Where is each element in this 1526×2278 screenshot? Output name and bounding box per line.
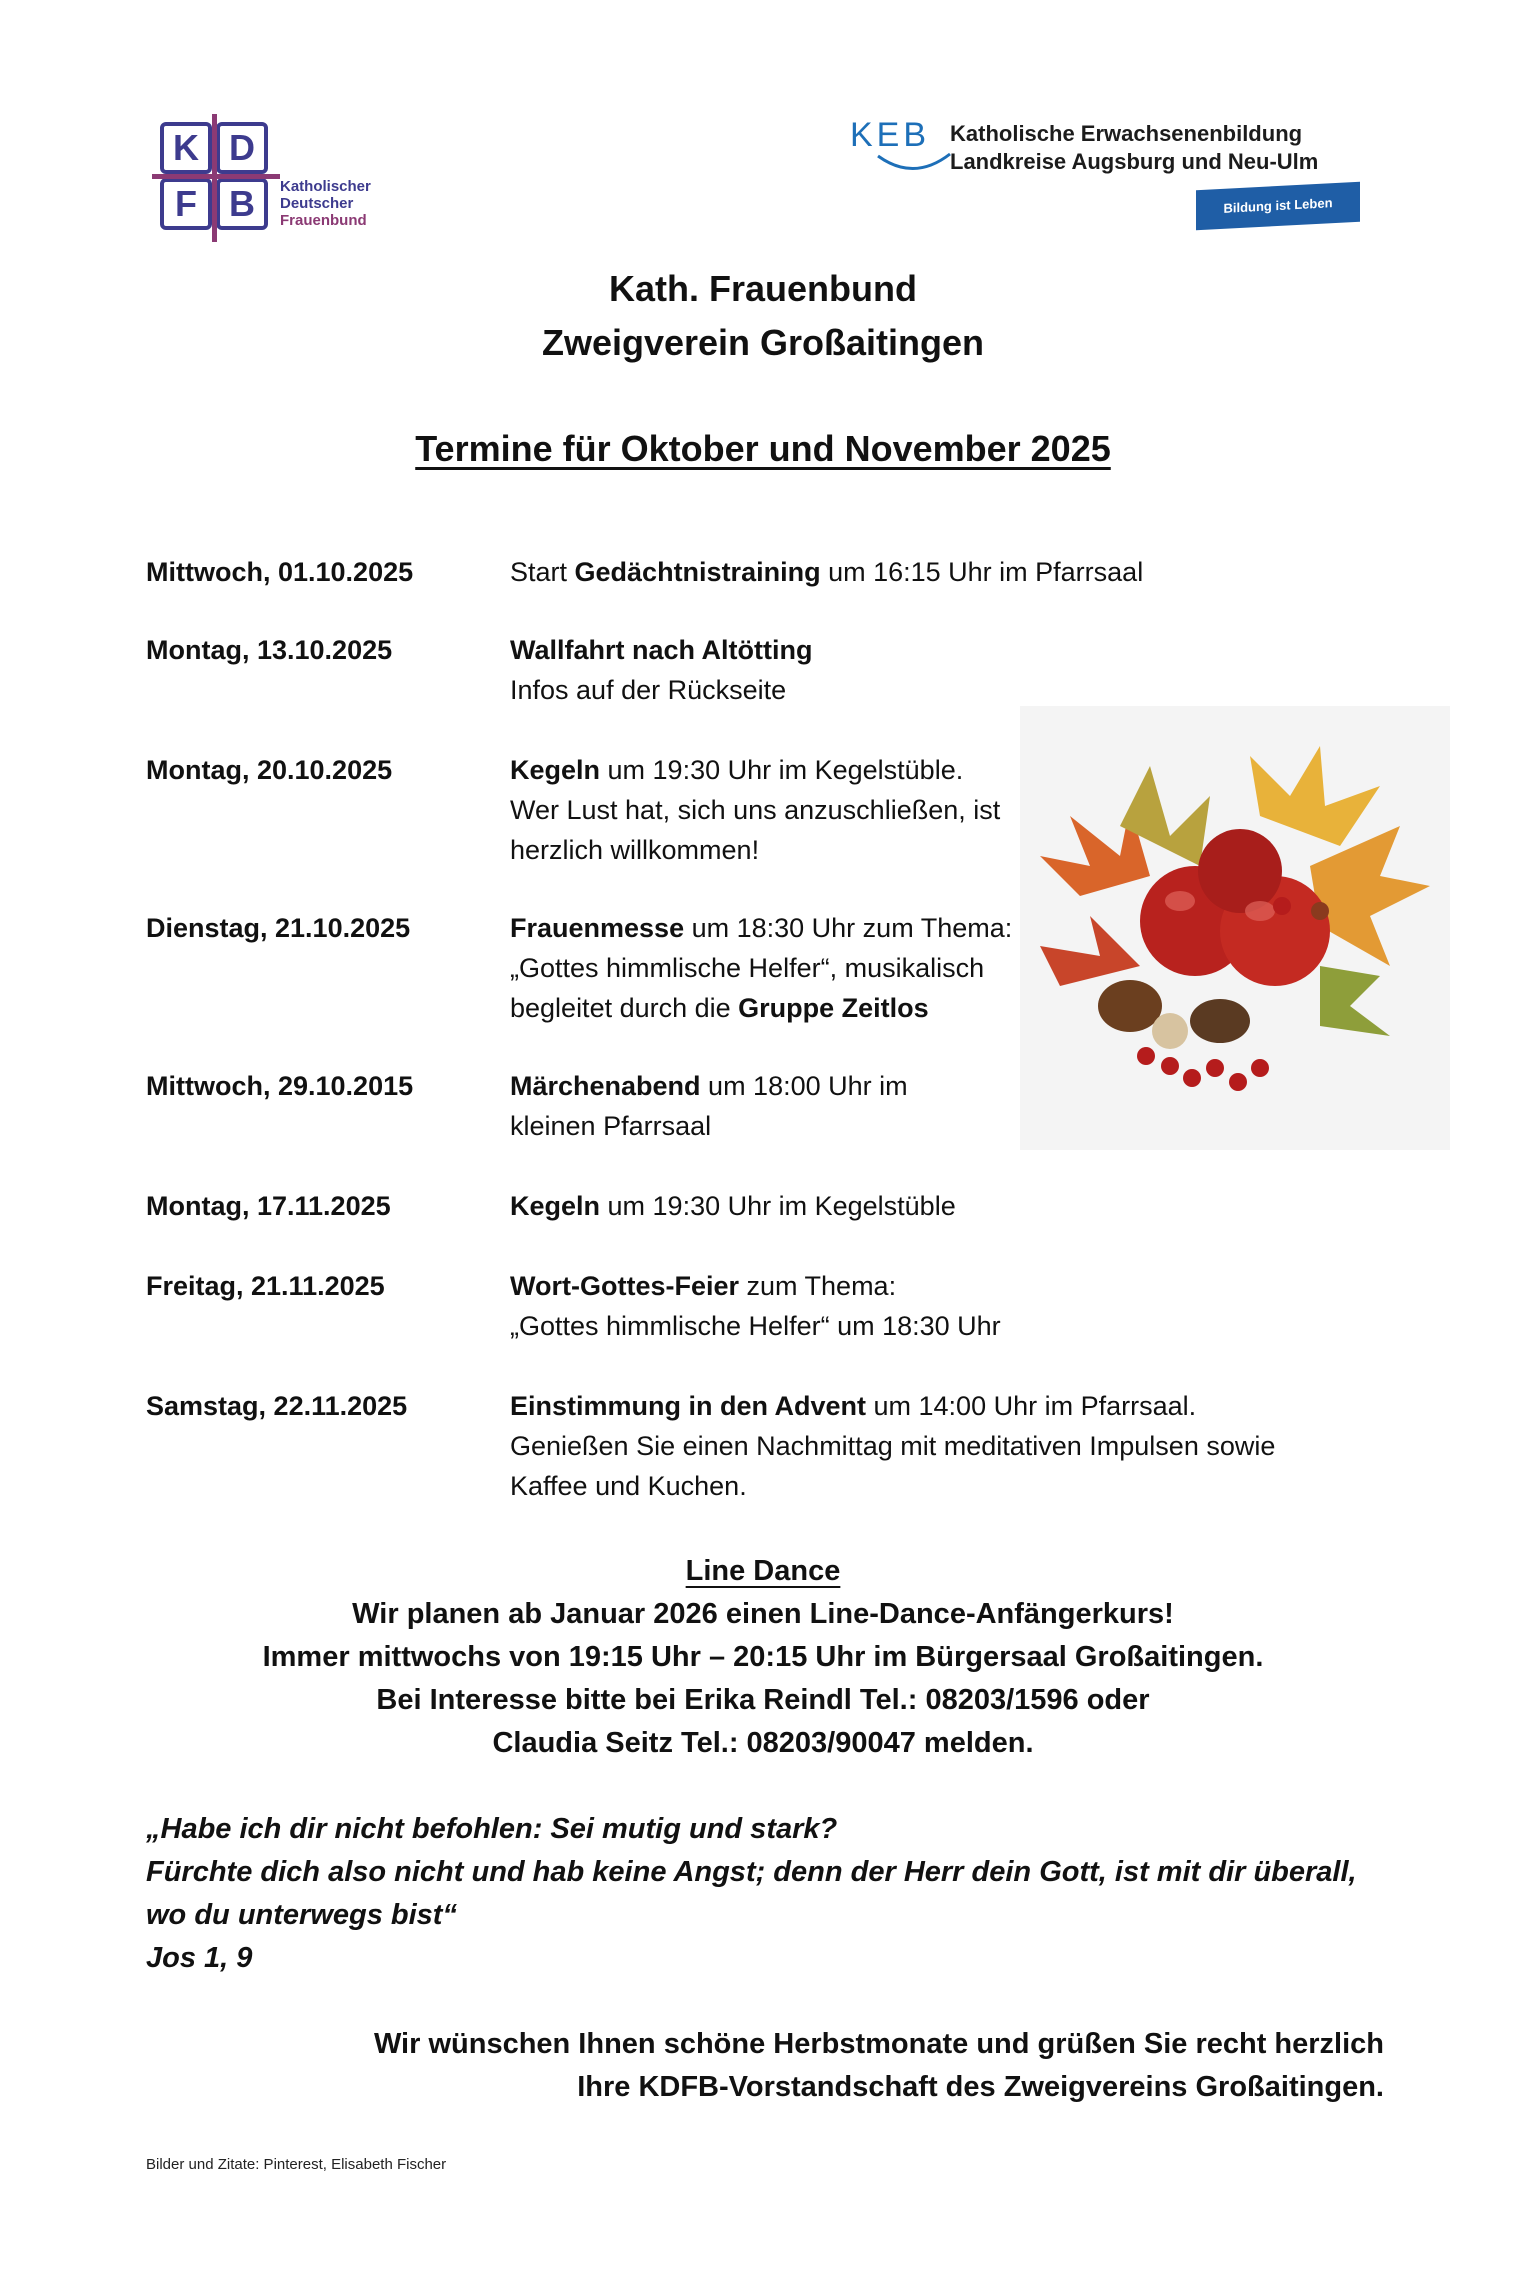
kdfb-wordmark bbox=[280, 178, 371, 229]
apple-highlight bbox=[1165, 891, 1195, 911]
linedance-line: Wir planen ab Januar 2026 einen Line-Dance-Anfängerkurs! bbox=[352, 1598, 1174, 1630]
kdfb-letter-grid bbox=[160, 122, 272, 234]
closing-line: Wir wünschen Ihnen schöne Herbstmonate und grüßen Sie recht herzlich bbox=[373, 2028, 1384, 2060]
kdfb-line-3: Frauenbund bbox=[280, 212, 367, 229]
berry-icon bbox=[1161, 1057, 1179, 1075]
page-title: Kath. Frauenbund bbox=[609, 268, 917, 309]
event-row bbox=[146, 1386, 1346, 1506]
bible-quote-line: Fürchte dich also nicht und hab keine Angst; denn der Herr dein Gott, ist mit dir überall, bbox=[146, 1856, 1357, 1888]
apple-highlight bbox=[1245, 901, 1275, 921]
keb-line-1: Katholische Erwachsenenbildung bbox=[950, 121, 1303, 146]
event-row bbox=[146, 630, 1346, 710]
image-credits: Bilder und Zitate: Pinterest, Elisabeth Fischer bbox=[146, 2156, 447, 2173]
keb-swoosh-icon bbox=[876, 152, 952, 176]
kdfb-line-1: Katholischer bbox=[280, 178, 371, 195]
event-title: Wallfahrt nach Altötting bbox=[510, 635, 813, 665]
keb-badge: Bildung ist Leben bbox=[1196, 182, 1360, 231]
event-detail-line: Genießen Sie einen Nachmittag mit meditativen Impulsen sowie bbox=[510, 1431, 1276, 1461]
berry-icon bbox=[1183, 1069, 1201, 1087]
event-detail-line: kleinen Pfarrsaal bbox=[510, 1111, 712, 1141]
event-detail: zum Thema: bbox=[739, 1271, 897, 1301]
keb-mark: KEB bbox=[850, 116, 931, 154]
event-date: Montag, 17.11.2025 bbox=[146, 1191, 391, 1221]
event-date: Mittwoch, 01.10.2025 bbox=[146, 557, 414, 587]
event-title: Gedächtnistraining bbox=[574, 557, 821, 587]
linedance-heading: Line Dance bbox=[685, 1555, 841, 1587]
berry-icon bbox=[1137, 1047, 1155, 1065]
berry-icon bbox=[1251, 1059, 1269, 1077]
event-date: Montag, 13.10.2025 bbox=[146, 635, 393, 665]
event-detail: um 18:00 Uhr im bbox=[700, 1071, 908, 1101]
event-description bbox=[510, 630, 1370, 710]
kdfb-letter-b: B bbox=[216, 178, 268, 230]
event-description bbox=[510, 552, 1370, 592]
event-detail: um 19:30 Uhr im Kegelstüble bbox=[600, 1191, 956, 1221]
event-description bbox=[510, 1186, 1370, 1226]
berry-icon bbox=[1206, 1059, 1224, 1077]
linedance-line: Claudia Seitz Tel.: 08203/90047 melden. bbox=[492, 1727, 1034, 1759]
event-date: Montag, 20.10.2025 bbox=[146, 755, 393, 785]
autumn-illustration bbox=[1020, 706, 1450, 1150]
event-detail-line: herzlich willkommen! bbox=[510, 835, 760, 865]
chestnut-icon bbox=[1098, 980, 1162, 1032]
kdfb-line-2: Deutscher bbox=[280, 195, 354, 212]
kdfb-logo bbox=[160, 122, 390, 242]
event-detail: um 18:30 Uhr zum Thema: bbox=[684, 913, 1013, 943]
event-description bbox=[510, 1266, 1370, 1346]
bible-quote-reference: Jos 1, 9 bbox=[146, 1942, 253, 1974]
event-detail: begleitet durch die bbox=[510, 993, 739, 1023]
event-date: Freitag, 21.11.2025 bbox=[146, 1271, 385, 1301]
event-title: Wort-Gottes-Feier bbox=[510, 1271, 740, 1301]
autumn-fruit-leaves-image bbox=[1020, 706, 1450, 1150]
closing-signature: Ihre KDFB-Vorstandschaft des Zweigvereins Großaitingen. bbox=[577, 2071, 1384, 2103]
berry-icon bbox=[1229, 1073, 1247, 1091]
event-title: Frauenmesse bbox=[510, 913, 685, 943]
event-date: Mittwoch, 29.10.2015 bbox=[146, 1071, 414, 1101]
events-heading: Termine für Oktober und November 2025 bbox=[415, 428, 1111, 469]
event-date: Samstag, 22.11.2025 bbox=[146, 1391, 408, 1421]
keb-line-2: Landkreise Augsburg und Neu-Ulm bbox=[950, 149, 1319, 174]
berry-icon bbox=[1311, 902, 1329, 920]
kdfb-cross-horizontal bbox=[152, 174, 280, 179]
event-row bbox=[146, 552, 1346, 592]
keb-wordmark bbox=[950, 120, 1318, 176]
event-title: Einstimmung in den Advent bbox=[510, 1391, 867, 1421]
maple-leaf-icon bbox=[1320, 966, 1390, 1036]
page-subtitle: Zweigverein Großaitingen bbox=[541, 322, 985, 363]
event-row bbox=[146, 1266, 1346, 1346]
event-description bbox=[510, 1386, 1370, 1506]
event-title: Kegeln bbox=[510, 1191, 601, 1221]
event-detail: um 14:00 Uhr im Pfarrsaal. bbox=[866, 1391, 1197, 1421]
apple-icon bbox=[1198, 829, 1282, 913]
event-detail: um 19:30 Uhr im Kegelstüble. bbox=[600, 755, 964, 785]
event-date: Dienstag, 21.10.2025 bbox=[146, 913, 411, 943]
hazelnut-icon bbox=[1152, 1013, 1188, 1049]
bible-quote-line: wo du unterwegs bist“ bbox=[146, 1899, 457, 1931]
event-prefix: Start bbox=[510, 557, 575, 587]
chestnut-icon bbox=[1190, 999, 1250, 1043]
event-detail-line: „Gottes himmlische Helfer“ um 18:30 Uhr bbox=[510, 1311, 1001, 1341]
event-row bbox=[146, 1186, 1346, 1226]
event-detail-line: Wer Lust hat, sich uns anzuschließen, ist bbox=[510, 795, 1001, 825]
event-detail: um 16:15 Uhr im Pfarrsaal bbox=[820, 557, 1144, 587]
linedance-line: Immer mittwochs von 19:15 Uhr – 20:15 Uhr im Bürgersaal Großaitingen. bbox=[262, 1641, 1264, 1673]
event-performer: Gruppe Zeitlos bbox=[738, 993, 929, 1023]
kdfb-letter-k: K bbox=[160, 122, 212, 174]
bible-quote-line: „Habe ich dir nicht befohlen: Sei mutig und stark? bbox=[146, 1813, 838, 1845]
event-title: Märchenabend bbox=[510, 1071, 701, 1101]
berry-icon bbox=[1273, 897, 1291, 915]
kdfb-letter-f: F bbox=[160, 178, 212, 230]
kdfb-letter-d: D bbox=[216, 122, 268, 174]
event-detail-line: „Gottes himmlische Helfer“, musikalisch bbox=[510, 953, 985, 983]
event-detail-line: Kaffee und Kuchen. bbox=[510, 1471, 747, 1501]
linedance-line: Bei Interesse bitte bei Erika Reindl Tel.: 08203/1596 oder bbox=[376, 1684, 1150, 1716]
event-title: Kegeln bbox=[510, 755, 601, 785]
maple-leaf-icon bbox=[1250, 746, 1380, 846]
event-detail-line: Infos auf der Rückseite bbox=[510, 675, 787, 705]
keb-logo bbox=[850, 116, 1370, 236]
maple-leaf-icon bbox=[1040, 916, 1140, 986]
